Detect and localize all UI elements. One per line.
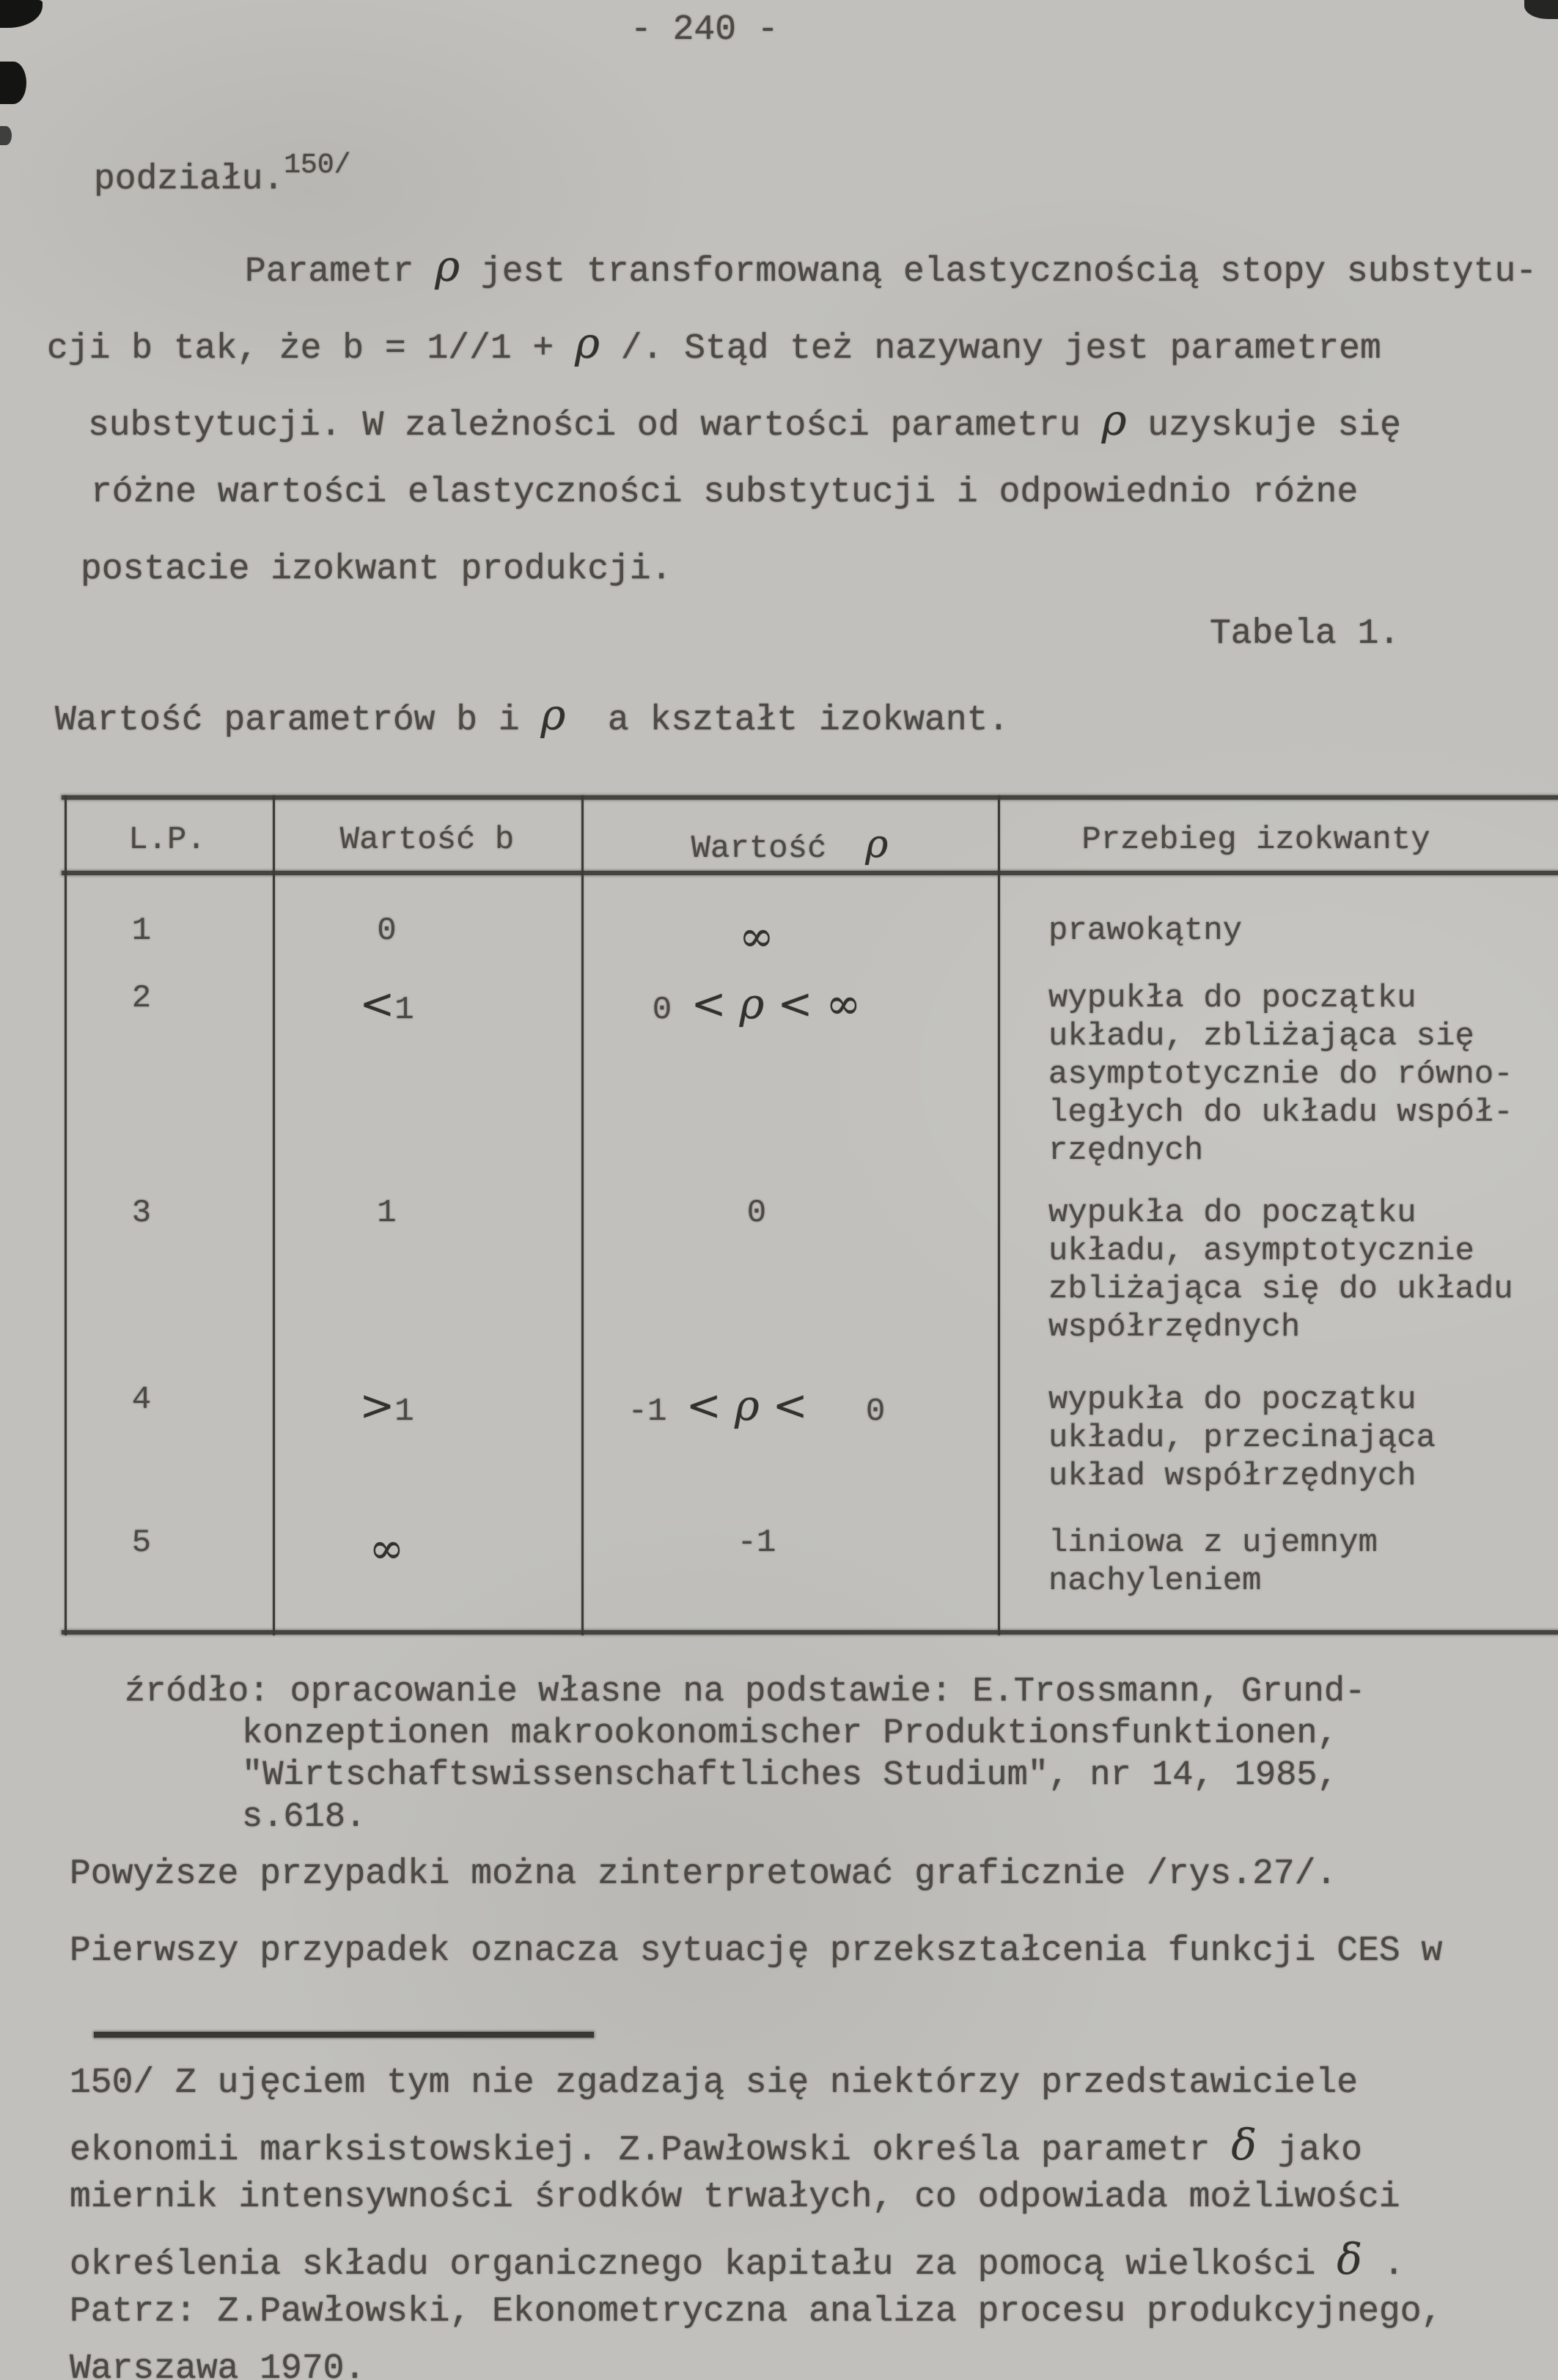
text-line: układu, zbliżająca się [1048, 1018, 1474, 1055]
text-line: źródło: opracowanie własne na podstawie: E.Trossmann, Grund- [125, 1673, 1366, 1712]
handwritten-symbol: δ [1337, 2235, 1362, 2284]
table-vertical-rule [998, 795, 1000, 1635]
cell-lp: 1 [131, 913, 152, 949]
source-note [125, 1673, 1365, 1840]
text-line: współrzędnych [1048, 1309, 1301, 1346]
cell-rho: -1 < ρ < 0 [628, 1382, 886, 1430]
text-line: wypukła do początku [1048, 980, 1416, 1017]
text-line: Patrz: Z.Pawłowski, Ekonometryczna analiza procesu produkcyjnego, [70, 2292, 1443, 2332]
cell-desc [1048, 913, 1558, 951]
footnote [70, 2063, 1442, 2380]
table-top-rule [62, 795, 1558, 800]
table-header-rule [62, 871, 1558, 875]
column-header-b: Wartość b [339, 822, 515, 858]
handwritten-symbol: > [359, 1382, 395, 1430]
paragraph [47, 242, 1537, 627]
text-line: prawokątny [1048, 913, 1243, 949]
table-caption: Wartość parametrów b i ρ a kształt izokwant. [55, 690, 1010, 740]
text-line: Pierwszy przypadek oznacza sytuację przekształcenia funkcji CES w [70, 1931, 1443, 1971]
cell-desc [1048, 1525, 1558, 1601]
text-line: wypukła do początku [1048, 1382, 1416, 1418]
text-line: substytucji. W zależności od wartości parametru ρ uzyskuje się [88, 396, 1401, 446]
cell-b: 0 [377, 913, 397, 949]
text-line: zbliżająca się do układu [1048, 1271, 1513, 1308]
word-text: podziału. [94, 160, 284, 199]
handwritten-symbol: δ [1231, 2121, 1257, 2170]
cell-rho: 0 < ρ < ∞ [652, 980, 861, 1028]
handwritten-symbol: ∞ [369, 1525, 405, 1573]
handwritten-symbol: ρ [1101, 396, 1127, 445]
text-line: ekonomii marksistowskiej. Z.Pawłowski określa parametr δ jako [70, 2121, 1362, 2170]
hyphenated-word [94, 150, 351, 199]
cell-b: <1 [359, 980, 414, 1028]
text-line: nachyleniem [1048, 1563, 1262, 1599]
text-line: asymptotycznie do równo- [1048, 1056, 1513, 1093]
handwritten-symbol: < ρ < [686, 1382, 808, 1430]
cell-lp: 2 [131, 980, 152, 1017]
text-line: rzędnych [1048, 1132, 1204, 1169]
cell-lp: 4 [131, 1382, 152, 1418]
scan-artifact [0, 126, 12, 145]
table-label: Tabela 1. [1210, 614, 1400, 654]
cell-rho: 0 [746, 1195, 767, 1231]
table [62, 795, 1558, 1635]
text-line: 150/ Z ujęciem tym nie zgadzają się niektórzy przedstawiciele [70, 2063, 1359, 2103]
handwritten-symbol: < ρ < ∞ [691, 980, 861, 1028]
cell-b: >1 [359, 1382, 414, 1430]
column-header-rho: Wartość ρ [691, 822, 889, 867]
text-line: Powyższe przypadki można zinterpretować graficznie /rys.27/. [70, 1854, 1337, 1894]
handwritten-symbol: ρ [540, 690, 566, 740]
cell-rho [581, 913, 998, 961]
scan-artifact [1524, 0, 1558, 19]
text-line: konzeptionen makrookonomischer Produktionsfunktionen, [242, 1714, 1338, 1753]
cell-b [273, 1525, 581, 1573]
text-line: cji b tak, że b = 1//1 + ρ /. Stąd też nazywany jest parametrem [47, 319, 1381, 369]
column-header-przebieg: Przebieg izokwanty [1081, 822, 1430, 858]
text-line: liniowa z ujemnym [1048, 1525, 1378, 1561]
text-line: układ współrzędnych [1048, 1458, 1416, 1495]
cell-desc [1048, 980, 1558, 1171]
text-line: s.618. [242, 1798, 367, 1837]
scan-artifact [0, 62, 26, 104]
cell-lp: 5 [131, 1525, 152, 1561]
cell-desc [1048, 1382, 1558, 1496]
cell-lp: 3 [131, 1195, 152, 1231]
text-line: "Wirtschaftswissenschaftliches Studium", nr 14, 1985, [242, 1756, 1338, 1795]
scan-artifact [0, 0, 43, 28]
cell-b: 1 [377, 1195, 397, 1231]
text-line: miernik intensywności środków trwałych, co odpowiada możliwości [70, 2178, 1400, 2217]
text-line: Warszawa 1970. [70, 2349, 366, 2380]
handwritten-symbol: ρ [575, 319, 600, 368]
footnote-separator [94, 2032, 594, 2038]
page-number: - 240 - [631, 10, 779, 50]
text-line: wypukła do początku [1048, 1195, 1416, 1231]
handwritten-symbol: ρ [865, 822, 889, 866]
text-line: ległych do układu współ- [1048, 1094, 1513, 1131]
text-line: postacie izokwant produkcji. [81, 550, 672, 589]
cell-desc [1048, 1195, 1558, 1347]
text-line: Parametr ρ jest transformowaną elastycznością stopy substytu- [245, 242, 1537, 292]
column-header-lp: L.P. [128, 822, 206, 858]
handwritten-symbol: < [359, 980, 395, 1028]
handwritten-symbol: ∞ [739, 913, 774, 961]
handwritten-symbol: ρ [435, 242, 460, 291]
text-line: układu, asymptotycznie [1048, 1233, 1474, 1270]
footnote-ref: 150/ [284, 150, 351, 181]
cell-rho: -1 [737, 1525, 776, 1561]
body-text [70, 1854, 1442, 2008]
text-line: różne wartości elastyczności substytucji i odpowiednio różne [91, 473, 1359, 512]
text-line: układu, przecinająca [1048, 1420, 1436, 1456]
text-line: określenia składu organicznego kapitału za pomocą wielkości δ . [70, 2235, 1405, 2285]
table-bottom-rule [62, 1630, 1558, 1635]
